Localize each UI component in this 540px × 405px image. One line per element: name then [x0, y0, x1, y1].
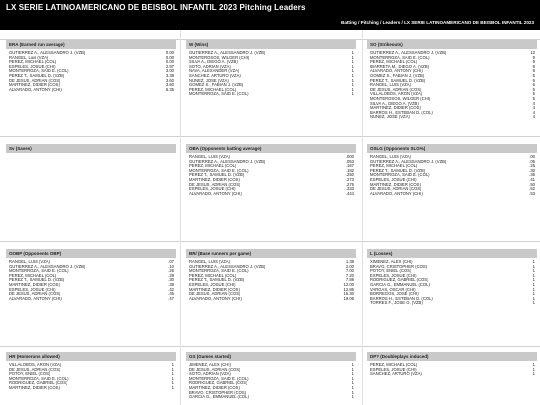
player-name[interactable]: DE JESUS, ADRIAN (COS): [9, 78, 61, 83]
stat-value: .053: [345, 158, 354, 164]
leader-list: [186, 155, 356, 196]
player-name[interactable]: POTOY, ENIEL (COS): [370, 269, 412, 274]
player-name[interactable]: PEREZ, MICHAEL (COL): [189, 164, 237, 169]
stat-value: 5: [532, 91, 535, 97]
player-name[interactable]: ESPELES, JOSUE (CHI): [9, 64, 56, 69]
player-name[interactable]: MONTERROZA, SAID E. (COL): [370, 173, 430, 178]
stat-value: .30: [168, 277, 174, 283]
stat-value: 6: [532, 86, 535, 92]
player-name[interactable]: PEREZ T., SAMUEL D. (VZB): [9, 278, 65, 283]
leaders-grid: [0, 30, 540, 405]
panel-title[interactable]: OSLG (Opponents SLG%): [367, 144, 537, 153]
stat-value: 1: [532, 295, 535, 301]
list-item: [370, 115, 535, 120]
player-name[interactable]: PEREZ, MICHAEL (COL): [9, 273, 57, 278]
player-name[interactable]: SOTO, ADRIAN (VZA): [189, 372, 231, 377]
stat-value: 9: [532, 59, 535, 65]
stat-value: .444: [345, 190, 354, 196]
player-name[interactable]: IBARRETA M., DIEGO A. (VZB): [370, 64, 430, 69]
list-item: [370, 192, 535, 197]
stat-value: 1: [351, 380, 354, 386]
stat-value: 6: [532, 82, 535, 88]
player-name[interactable]: DE JESUS, ADRIAN (COS): [370, 187, 422, 192]
player-name[interactable]: RODRIGUEZ, GABRIEL (COS): [370, 278, 429, 283]
stat-value: 1: [532, 263, 535, 269]
divider: [0, 241, 540, 242]
page-header: [0, 0, 540, 30]
panel-era: [6, 40, 176, 92]
stat-value: .30: [529, 167, 535, 173]
stat-value: 3.60: [165, 77, 174, 83]
stat-value: .000: [345, 154, 354, 159]
player-name[interactable]: RANGEL, LUIS (VZA): [9, 260, 50, 264]
player-name[interactable]: MARTINEZ, DIDIER (COS): [189, 177, 240, 182]
panel-title[interactable]: OOBP (Opponents OBP): [6, 249, 176, 258]
stat-value: 2.00: [345, 263, 354, 269]
stat-value: .53: [529, 190, 535, 196]
stat-value: 8: [532, 68, 535, 74]
player-name[interactable]: BRAVO, CRISTOPHER (COS): [189, 390, 247, 395]
stat-value: 1: [532, 366, 535, 372]
player-name[interactable]: SANCHEZ, ARTURO (VZA): [370, 372, 422, 377]
stat-value: .00: [529, 154, 535, 159]
stat-value: 1: [532, 281, 535, 287]
player-name[interactable]: NAVA, ALEXANDER (VZA): [189, 69, 240, 74]
stat-value: 1: [351, 389, 354, 395]
list-item: [370, 301, 535, 306]
stat-value: 1: [171, 362, 174, 367]
stat-value: 1: [532, 362, 535, 367]
stat-value: 1: [351, 50, 354, 55]
panel-title[interactable]: DP? (Doubleplays induced): [367, 352, 537, 361]
player-name[interactable]: RANGEL, LUIS (VZA): [189, 155, 230, 159]
player-name[interactable]: PEREZ T., SAMUEL D. (VZB): [370, 78, 426, 83]
player-name[interactable]: PEREZ, MICHAEL (COL): [189, 273, 237, 278]
panel-homeruns: [6, 352, 176, 391]
player-name[interactable]: GOMEZ S., FABIAN J. (VZB): [189, 83, 244, 88]
stat-value: 1: [532, 277, 535, 283]
player-name[interactable]: GARCIA G., EMMANUEL (COL): [189, 395, 249, 400]
player-name[interactable]: MONTERROZA, SAID E. (COL): [189, 92, 249, 97]
stat-value: 5: [532, 95, 535, 101]
panel-title[interactable]: ERA (Earned run average): [6, 40, 176, 49]
stat-value: 1: [171, 375, 174, 381]
player-name[interactable]: SOTO, ADRIAN (VZA): [189, 64, 231, 69]
panel-doubleplays: [367, 352, 537, 377]
player-name[interactable]: MARTINEZ, DIDIER (COS): [370, 106, 421, 111]
player-name[interactable]: GUTIERREZ A., ALESSANDRO J. (VZB): [370, 159, 447, 164]
stat-value: .05: [529, 158, 535, 164]
player-name[interactable]: DE JESUS, ADRIAN (COS): [370, 87, 422, 92]
stat-value: 1: [171, 371, 174, 377]
player-name[interactable]: ESPELES, JOSUE (CHI): [189, 187, 236, 192]
stat-value: 6.35: [165, 86, 174, 92]
stat-value: 1: [351, 54, 354, 60]
stat-value: 12: [530, 50, 535, 55]
stat-value: 1: [171, 384, 174, 390]
stat-value: 1: [351, 91, 354, 97]
stat-value: 4: [532, 105, 535, 111]
stat-value: .50: [529, 181, 535, 187]
stat-value: 1: [532, 259, 535, 264]
stat-value: .167: [345, 163, 354, 169]
player-name[interactable]: ESPELES, JOSUE (CHI): [370, 367, 417, 372]
list-item: [370, 372, 535, 377]
player-name[interactable]: MONTERROZA, SAID E. (COL): [9, 269, 69, 274]
stat-value: 1: [351, 362, 354, 367]
panel-oslg: [367, 144, 537, 196]
stat-value: .333: [345, 186, 354, 192]
player-name[interactable]: GUTIERREZ A., ALESSANDRO J. (VZB): [9, 264, 86, 269]
stat-value: .250: [345, 172, 354, 178]
stat-value: 9: [532, 63, 535, 69]
divider: [180, 30, 181, 405]
stat-value: 1: [532, 286, 535, 292]
panel-title[interactable]: OBA (Opponents batting average): [186, 144, 356, 153]
stat-value: 1: [351, 59, 354, 65]
panel-oobp: [6, 249, 176, 301]
player-name[interactable]: PEREZ, MICHAEL (COL): [370, 164, 418, 169]
player-name[interactable]: DE JESUS, ADRIAN (COS): [189, 182, 241, 187]
player-name[interactable]: ALVARADO, ANTONY (CHI): [189, 296, 242, 301]
divider: [0, 136, 540, 137]
player-name[interactable]: PEREZ T., SAMUEL D. (VZB): [189, 278, 245, 283]
stat-value: .42: [168, 286, 174, 292]
player-name[interactable]: MONTEROSOS, WILGER (CHI): [370, 96, 431, 101]
list-item: [189, 297, 354, 302]
stat-value: 0.00: [165, 54, 174, 60]
player-name[interactable]: GUTIERREZ A., ALESSANDRO J. (VZB): [189, 159, 266, 164]
list-item: [9, 297, 174, 302]
stat-value: 3.60: [165, 82, 174, 88]
panel-title[interactable]: W (Wins): [186, 40, 356, 49]
stat-value: .47: [168, 295, 174, 301]
player-name[interactable]: NUÑEZ, JOSE (VZA): [189, 78, 229, 83]
player-name[interactable]: POTOY, ENIEL (COS): [9, 372, 51, 377]
stat-value: 2.97: [165, 63, 174, 69]
leader-list: [6, 260, 176, 301]
stat-value: .29: [168, 272, 174, 278]
player-name[interactable]: MARTINEZ, DIDIER (COS): [9, 83, 60, 88]
player-name[interactable]: RANGEL, LUIS (VZA): [189, 260, 230, 264]
player-name[interactable]: PEREZ, MICHAEL (COL): [370, 60, 418, 65]
player-name[interactable]: NUÑEZ, JOSE (VZA): [370, 115, 410, 120]
stat-value: 0.00: [165, 50, 174, 55]
panel-title[interactable]: Sv (Saves): [6, 144, 176, 153]
stat-value: .25: [529, 163, 535, 169]
player-name[interactable]: ALVARADO, ANTONY (CHI): [189, 191, 242, 196]
panel-wins: [186, 40, 356, 97]
player-name[interactable]: VILLALOBOS, ARON (VZA): [370, 92, 423, 97]
page-title: LX SERIE LATINOAMERICANO DE BEISBOL INFANTIL 2023 Pitching Leaders: [6, 3, 306, 12]
player-name[interactable]: RODRIGUEZ, GABRIEL (COS): [189, 381, 248, 386]
leader-list: [186, 260, 356, 301]
player-name[interactable]: RANGEL, LUIS (VZA): [370, 83, 411, 88]
stat-value: 12.86: [343, 286, 354, 292]
stat-value: 7.00: [345, 268, 354, 274]
stat-value: 7.88: [345, 277, 354, 283]
player-name[interactable]: GARCIA G., EMMANUEL (COL): [370, 282, 430, 287]
stat-value: .276: [345, 181, 354, 187]
player-name[interactable]: VARGAS, OSCAR (CHI): [370, 287, 416, 292]
player-name[interactable]: PEREZ T., SAMUEL D. (VZB): [9, 73, 65, 78]
divider: [362, 30, 363, 405]
leader-list: [186, 51, 356, 97]
player-name[interactable]: ALVARADO, ANTONY (CHI): [9, 87, 62, 92]
player-name[interactable]: SILVA A., DIEGO A. (VZB): [189, 60, 238, 65]
player-name[interactable]: MONTEROSOS, WILGER (CHI): [189, 55, 250, 60]
player-name[interactable]: PEREZ T., SAMUEL D. (VZB): [189, 173, 245, 178]
player-name[interactable]: MONTERROZA, SAID E. (COL): [189, 269, 249, 274]
player-name[interactable]: RANGEL, LUIS (VZA): [370, 155, 411, 159]
player-name[interactable]: BRAVO, CRISTOPHER (COS): [370, 264, 428, 269]
leader-list: [6, 363, 176, 391]
stat-value: .26: [168, 268, 174, 274]
stat-value: .52: [529, 186, 535, 192]
stat-value: 1: [351, 63, 354, 69]
stat-value: .36: [529, 172, 535, 178]
stat-value: 1: [171, 366, 174, 372]
list-item: [9, 88, 174, 93]
player-name[interactable]: JIMENEZ, ALEX (CHI): [189, 363, 231, 367]
leader-list: [367, 260, 537, 306]
player-name[interactable]: DE JESUS, ADRIAN (COS): [9, 367, 61, 372]
player-name[interactable]: ESPELES, JOSUE (CHI): [189, 282, 236, 287]
leader-list: [186, 363, 356, 400]
stat-value: 1: [532, 272, 535, 278]
stat-value: .10: [168, 263, 174, 269]
stat-value: .45: [168, 291, 174, 297]
player-name[interactable]: BARROS H., ESTEBAN D. (COL): [370, 296, 433, 301]
player-name[interactable]: BARROS H., ESTEBAN D. (COL): [370, 110, 433, 115]
player-name[interactable]: MARTINEZ, DIDIER (COS): [9, 282, 60, 287]
stat-value: 7.20: [345, 272, 354, 278]
list-item: [189, 395, 354, 400]
stat-value: 1: [351, 82, 354, 88]
player-name[interactable]: ESPELES, JOSUE (CHI): [9, 287, 56, 292]
player-name[interactable]: GUTIERREZ A., ALESSANDRO J. (VZB): [189, 264, 266, 269]
stat-value: 4: [532, 109, 535, 115]
player-name[interactable]: ESPELES, JOSUE (CHI): [370, 177, 417, 182]
stat-value: 1: [351, 375, 354, 381]
list-item: [189, 92, 354, 97]
stat-value: 1: [351, 366, 354, 372]
stat-value: 19.06: [343, 295, 354, 301]
panel-games-started: [186, 352, 356, 400]
stat-value: 1: [351, 394, 354, 400]
stat-value: 1: [532, 291, 535, 297]
panel-title[interactable]: GS (Games started): [186, 352, 356, 361]
stat-value: 1: [351, 384, 354, 390]
player-name[interactable]: MONTERROZA, SAID E. (COL): [189, 168, 249, 173]
stat-value: 3.00: [165, 68, 174, 74]
list-item: [9, 386, 174, 391]
stat-value: 15.30: [343, 291, 354, 297]
player-name[interactable]: ALVARADO, ANTONY (CHI): [370, 191, 423, 196]
stat-value: 3.38: [165, 72, 174, 78]
stat-value: 4: [532, 114, 535, 120]
stat-value: 1: [171, 380, 174, 386]
stat-value: 4: [532, 100, 535, 106]
stat-value: .07: [168, 259, 174, 264]
player-name[interactable]: MARTINEZ, DIDIER (COS): [189, 287, 240, 292]
stat-value: 1: [351, 68, 354, 74]
stat-value: 12.00: [343, 281, 354, 287]
player-name[interactable]: MARTINEZ, DIDIER (COS): [189, 385, 240, 390]
player-name[interactable]: PEREZ, MICHAEL (COL): [9, 60, 57, 65]
player-name[interactable]: MARTINEZ, DIDIER (COS): [370, 182, 421, 187]
player-name[interactable]: TORRES F., JOSE G. (VZB): [370, 301, 423, 306]
panel-title[interactable]: BR/ (Base runners per game): [186, 249, 356, 258]
stat-value: 6: [532, 72, 535, 78]
panel-saves: [6, 144, 176, 155]
player-name[interactable]: DE JESUS, ADRIAN (COS): [9, 292, 61, 297]
leader-list: [367, 155, 537, 196]
player-name[interactable]: ESPELES, JOSUE (CHI): [370, 273, 417, 278]
player-name[interactable]: GUTIERREZ A., ALESSANDRO J. (VZB): [9, 51, 86, 55]
stat-value: .38: [168, 281, 174, 287]
panel-losses: [367, 249, 537, 306]
stat-value: 0.00: [165, 59, 174, 65]
stat-value: 1.38: [345, 259, 354, 264]
player-name[interactable]: DE JESUS, ADRIAN (COS): [189, 367, 241, 372]
player-name[interactable]: PEREZ, MICHAEL (COL): [370, 363, 418, 367]
player-name[interactable]: MARTINEZ, DIDIER (COS): [9, 385, 60, 390]
player-name[interactable]: XIMENEZ, ALEX (CHI): [370, 260, 413, 264]
player-name[interactable]: VILLALOBOS, ARON (VZA): [9, 363, 62, 367]
player-name[interactable]: SANCHEZ, ARTURO (VZA): [189, 73, 241, 78]
leader-list: [367, 363, 537, 377]
player-name[interactable]: GOMEZ S., FABIAN J. (VZB): [370, 73, 425, 78]
leader-list: [367, 51, 537, 120]
player-name[interactable]: PEREZ, MICHAEL (COL): [189, 87, 237, 92]
player-name[interactable]: GUTIERREZ A., ALESSANDRO J. (VZB): [189, 51, 266, 55]
player-name[interactable]: ALVARADO, ANTONY (CHI): [370, 69, 423, 74]
player-name[interactable]: DE JESUS, ADRIAN (COS): [189, 292, 241, 297]
panel-oba: [186, 144, 356, 196]
stat-value: 6: [532, 77, 535, 83]
stat-value: 1: [351, 86, 354, 92]
stat-value: 1: [532, 268, 535, 274]
player-name[interactable]: MONTERROZA, SAID E. (COL): [189, 376, 249, 381]
player-name[interactable]: PEREZ T., SAMUEL D. (VZB): [370, 168, 426, 173]
panel-strikeouts: [367, 40, 537, 120]
stat-value: .182: [345, 167, 354, 173]
player-name[interactable]: MONTERROZA, SAID E. (COL): [370, 55, 430, 60]
player-name[interactable]: GUTIERREZ A., ALESSANDRO J. (VZB): [370, 51, 447, 55]
stat-value: 1: [351, 77, 354, 83]
stat-value: 9: [532, 54, 535, 60]
player-name[interactable]: SILVA A., DIEGO A. (VZB): [370, 101, 419, 106]
list-item: [189, 192, 354, 197]
stat-value: .41: [529, 176, 535, 182]
breadcrumb[interactable]: Batting / Pitching / Leaders / LX SERIE LATINOAMERICANO DE BEISBOL INFANTIL 2023: [341, 20, 534, 25]
player-name[interactable]: ALVARADO, ANTONY (CHI): [9, 296, 62, 301]
player-name[interactable]: MONTERROZA, SAID E. (COL): [9, 376, 69, 381]
panel-title[interactable]: HR (Homeruns allowed): [6, 352, 176, 361]
stat-value: 1: [532, 300, 535, 306]
player-name[interactable]: MONTERROZA, SAID E. (COL): [9, 69, 69, 74]
stat-value: 1: [351, 371, 354, 377]
player-name[interactable]: RANGEL, Luis (VZA): [9, 55, 49, 60]
panel-title[interactable]: L (Losses): [367, 249, 537, 258]
panel-title[interactable]: SO (Strikeouts): [367, 40, 537, 49]
stat-value: 1: [351, 72, 354, 78]
leader-list: [6, 51, 176, 92]
panel-base-runners: [186, 249, 356, 301]
divider: [0, 346, 540, 347]
stat-value: .273: [345, 176, 354, 182]
player-name[interactable]: BORREGOS, JOSE (CHI): [370, 292, 419, 297]
stat-value: 1: [532, 371, 535, 377]
player-name[interactable]: RODRIGUEZ, GABRIEL (COS): [9, 381, 68, 386]
